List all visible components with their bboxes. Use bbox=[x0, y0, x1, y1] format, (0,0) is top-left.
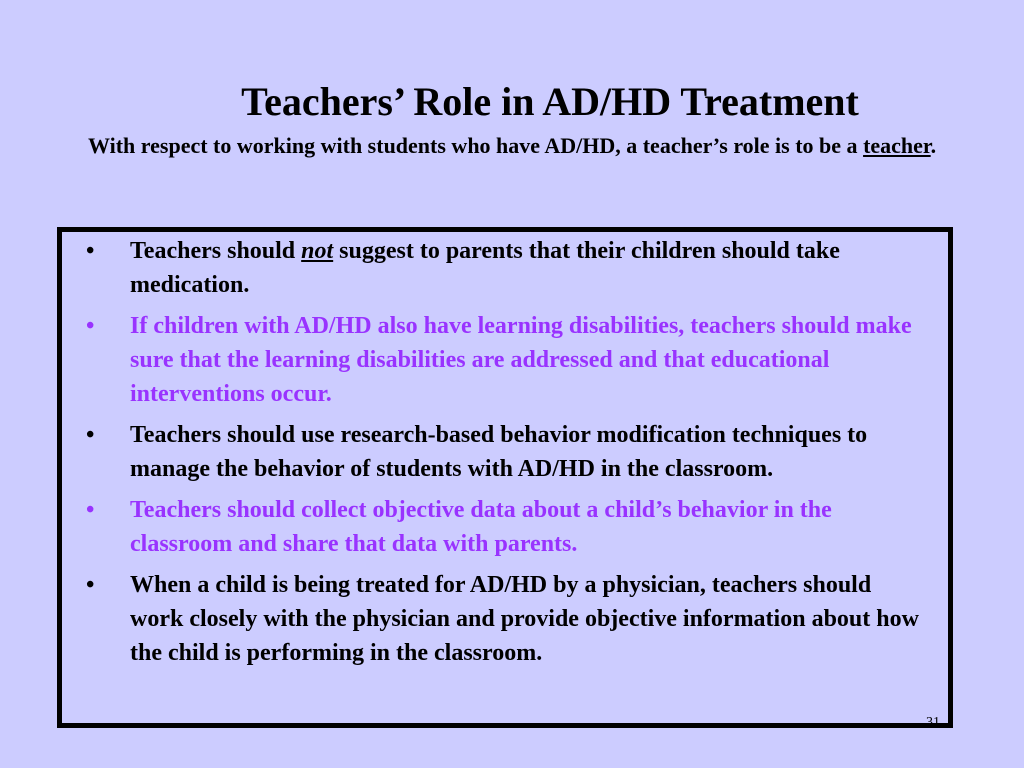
bullet-marker: • bbox=[86, 313, 95, 339]
bullet-1-emphasis: not bbox=[301, 238, 334, 264]
bullet-marker: • bbox=[86, 238, 95, 264]
page-number: 31 bbox=[926, 715, 940, 730]
bullet-box bbox=[57, 227, 953, 728]
bullet-4-text: Teachers should collect objective data about a child’s behavior in the classroom and share that data with parents. bbox=[130, 497, 832, 557]
slide-title: Teachers’ Role in AD/HD Treatment bbox=[241, 79, 859, 124]
subtitle-period: . bbox=[930, 133, 937, 158]
bullet-list bbox=[86, 234, 926, 677]
bullet-3-text: Teachers should use research-based behavior modification techniques to manage the behavior of students with AD/HD in the classroom. bbox=[130, 422, 868, 482]
bullet-5-text: When a child is being treated for AD/HD by a physician, teachers should work closely with the physician and provide objective information about how the child is performing in the classroom. bbox=[130, 572, 919, 666]
bullet-item-2 bbox=[86, 309, 926, 411]
bullet-1-text-end: suggest to parents that their children should take medication. bbox=[130, 238, 840, 298]
subtitle-underlined-word: teacher bbox=[863, 133, 931, 158]
bullet-2-text: If children with AD/HD also have learning disabilities, teachers should make sure that the learning disabilities are addressed and that educational interventions occur. bbox=[130, 313, 912, 407]
bullet-marker: • bbox=[86, 497, 95, 523]
bullet-marker: • bbox=[86, 572, 95, 598]
bullet-item-3 bbox=[86, 418, 926, 486]
slide-subtitle bbox=[88, 130, 958, 161]
bullet-marker: • bbox=[86, 422, 95, 448]
bullet-item-4 bbox=[86, 493, 926, 561]
bullet-item-5 bbox=[86, 568, 926, 670]
bullet-item-1 bbox=[86, 234, 926, 302]
bullet-1-text-start: Teachers should bbox=[130, 238, 302, 264]
subtitle-text: With respect to working with students who have AD/HD, a teacher’s role is to be a bbox=[88, 133, 864, 158]
